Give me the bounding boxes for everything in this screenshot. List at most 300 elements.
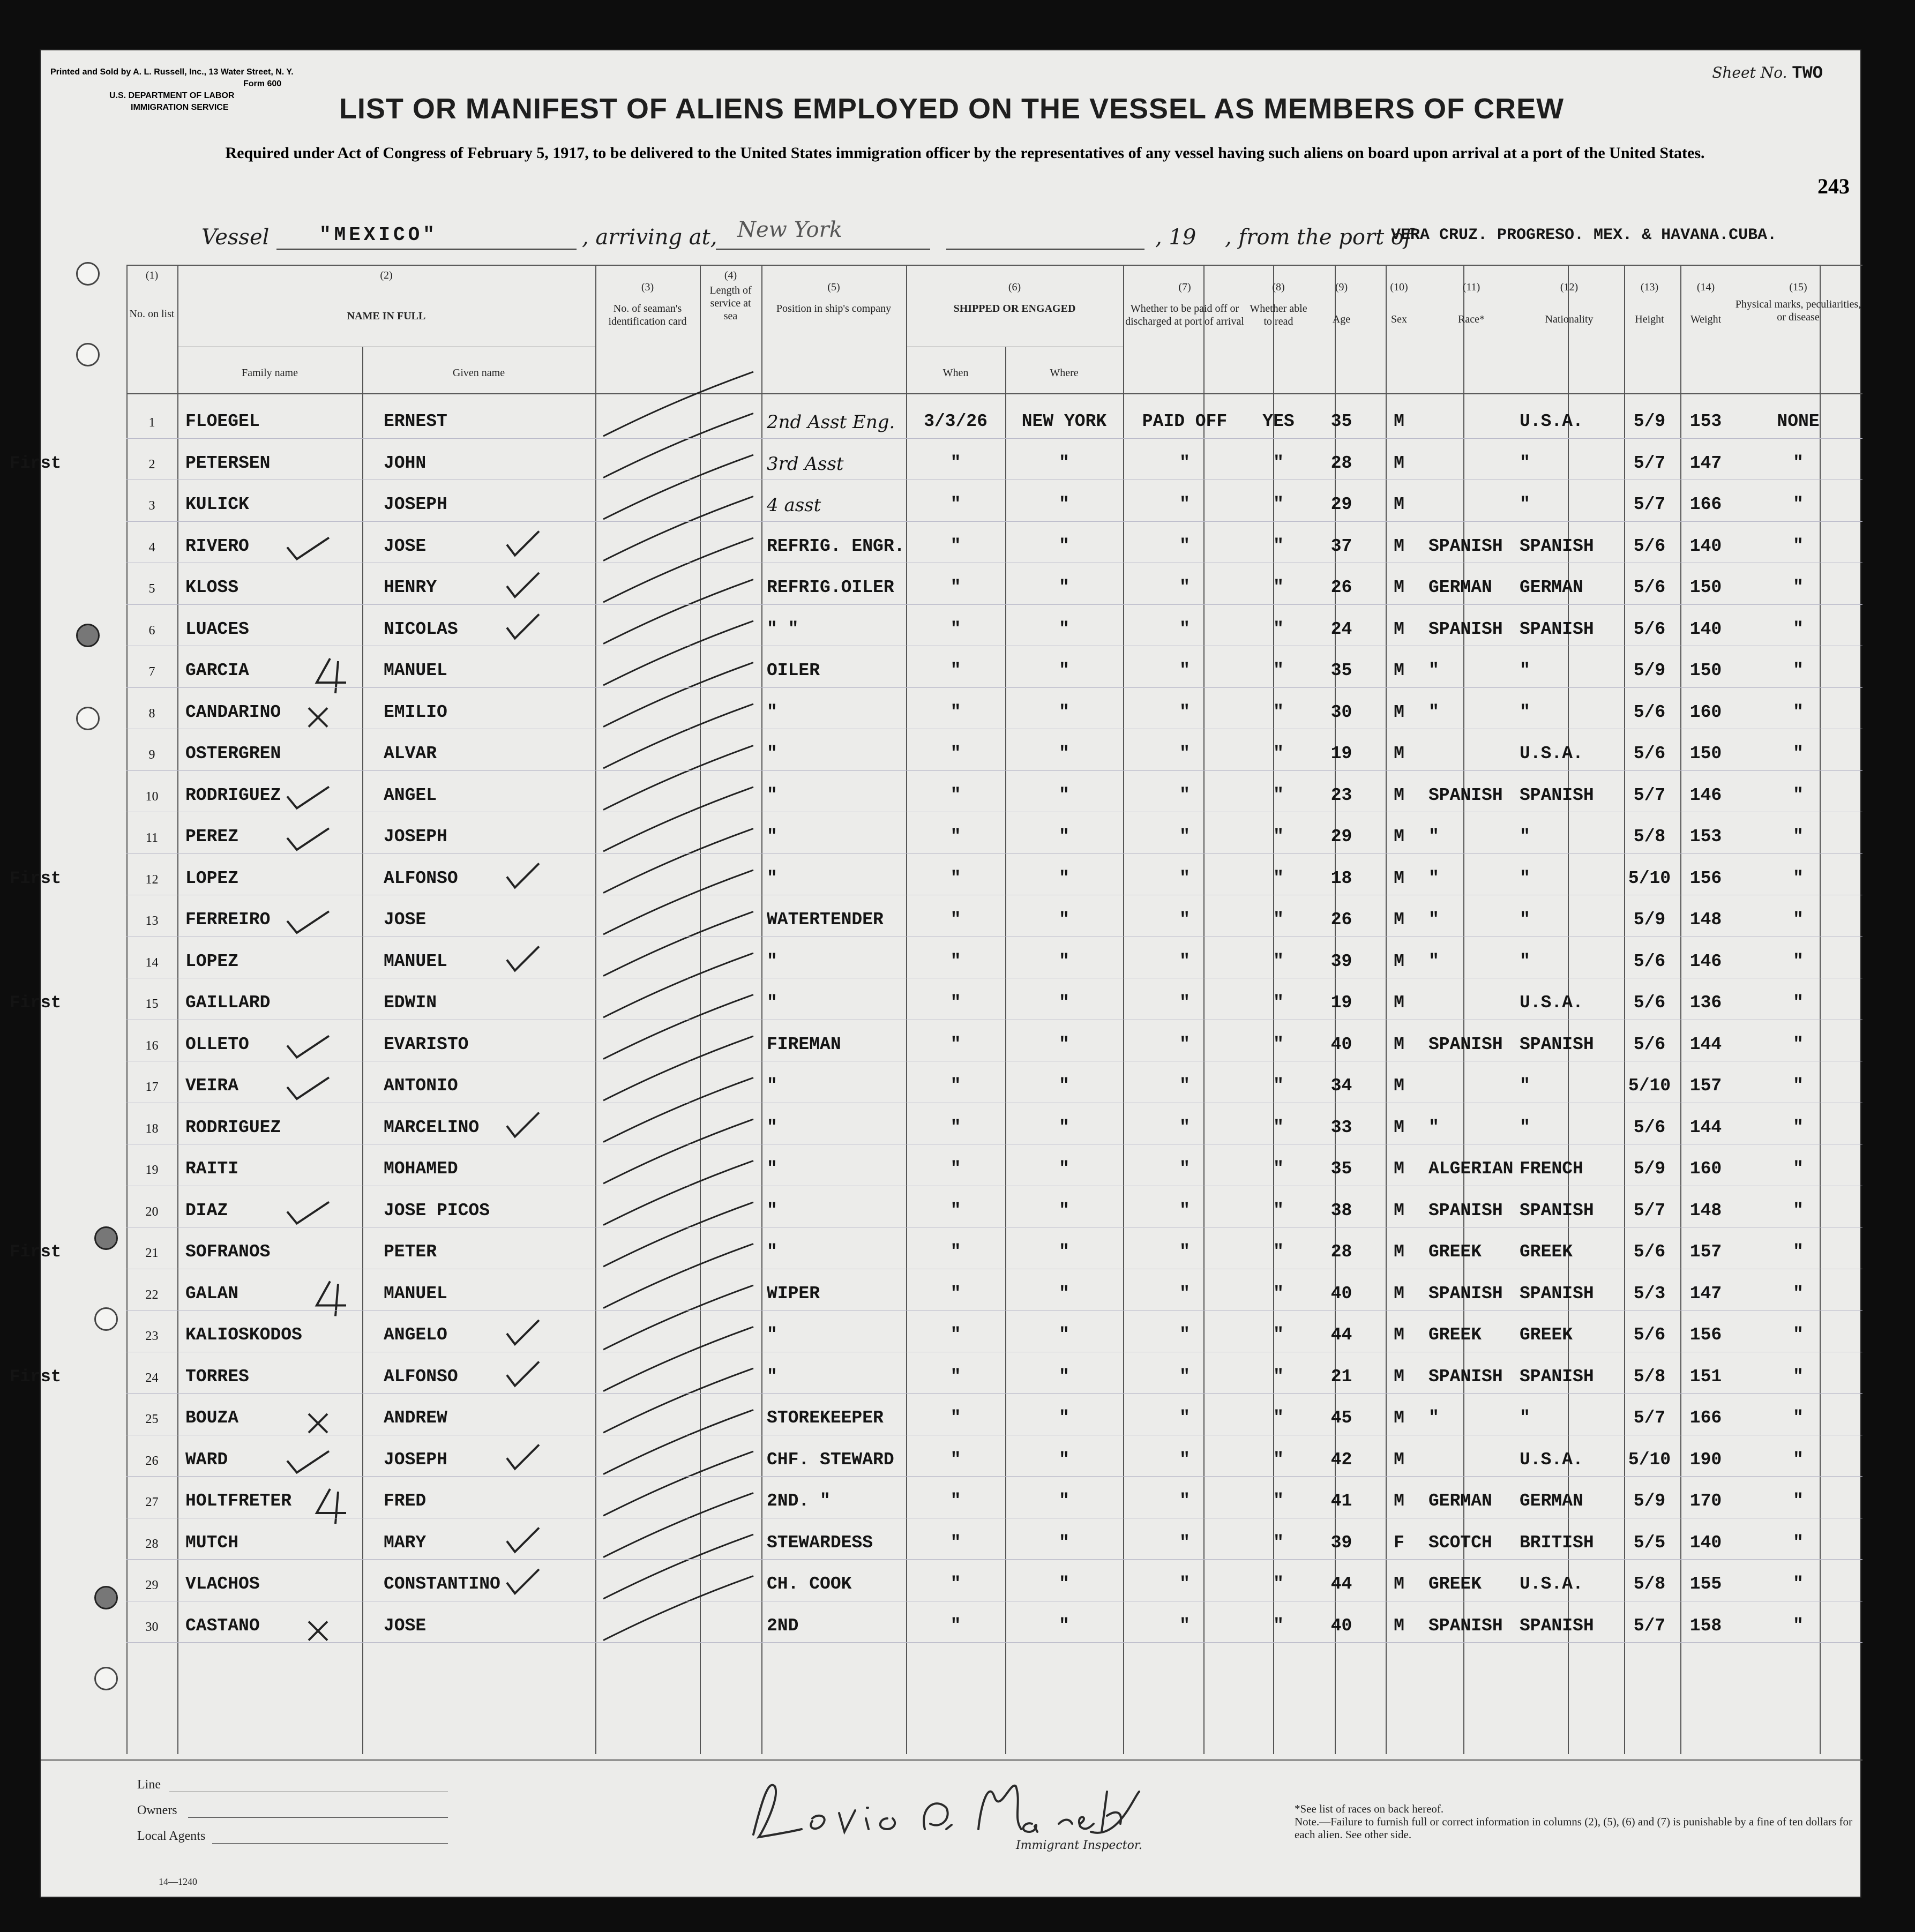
cell-position: FIREMAN xyxy=(767,1034,841,1054)
cell-family: FLOEGEL xyxy=(185,411,260,431)
cell-read: " xyxy=(1273,1449,1284,1470)
cell-position: " " xyxy=(767,619,799,639)
cell-age: 18 xyxy=(1330,868,1352,888)
cell-sex: M xyxy=(1394,411,1404,431)
cell-where: " xyxy=(1059,661,1069,680)
cell-given: MANUEL xyxy=(384,951,447,971)
cell-where: " xyxy=(1059,453,1069,473)
cell-when: " xyxy=(950,1325,961,1345)
cell-marks: " xyxy=(1793,1242,1804,1262)
cell-height: 5/9 xyxy=(1633,1159,1666,1179)
cell-nationality: SPANISH xyxy=(1520,1200,1594,1220)
cell-height: 5/8 xyxy=(1633,1366,1666,1387)
cell-family: RIVERO xyxy=(185,536,249,556)
races-note: *See list of races on back hereof. xyxy=(1295,1802,1444,1815)
cell-position: " xyxy=(767,1242,777,1262)
cell-paid: " xyxy=(1179,868,1190,888)
cell-where: " xyxy=(1059,1325,1069,1345)
cell-given: EMILIO xyxy=(384,702,447,722)
cell-nationality: GREEK xyxy=(1520,1242,1573,1262)
cell-read: " xyxy=(1273,951,1284,971)
cell-paid: " xyxy=(1179,702,1190,722)
cell-family: RODRIGUEZ xyxy=(185,1117,281,1137)
cell-marks: " xyxy=(1793,1615,1804,1636)
cell-marks: " xyxy=(1793,1159,1804,1179)
cell-age: 35 xyxy=(1330,661,1352,680)
cell-sex: M xyxy=(1394,785,1404,805)
cell-where: " xyxy=(1059,1242,1069,1262)
cell-nationality: SPANISH xyxy=(1520,1615,1594,1636)
row-number: 4 xyxy=(148,540,155,555)
cell-weight: 160 xyxy=(1689,702,1722,722)
check-mark xyxy=(603,580,753,644)
vessel-line xyxy=(41,216,1862,259)
column-header: NAME IN FULL xyxy=(347,310,426,322)
cell-given: JOSE xyxy=(384,1615,427,1636)
column-header: Physical marks, peculiarities, or disease xyxy=(1735,298,1861,323)
cell-paid: PAID OFF xyxy=(1142,411,1228,431)
cell-age: 26 xyxy=(1330,910,1352,930)
cell-paid: " xyxy=(1179,1449,1190,1470)
cell-marks: " xyxy=(1793,1200,1804,1220)
sheet-value: TWO xyxy=(1792,63,1823,83)
column-header: Where xyxy=(1050,367,1079,379)
cell-family: KULICK xyxy=(185,495,249,514)
cell-family: RAITI xyxy=(185,1159,239,1179)
cell-paid: " xyxy=(1179,1408,1190,1428)
year-label: , 19 xyxy=(1155,225,1196,250)
owners-field xyxy=(188,1817,448,1818)
cell-when: " xyxy=(950,1532,961,1553)
cell-paid: " xyxy=(1179,951,1190,971)
cell-race: SPANISH xyxy=(1428,1615,1503,1636)
margin-note: First xyxy=(10,993,62,1013)
cell-height: 5/6 xyxy=(1633,578,1666,597)
cell-position: 3rd Asst xyxy=(767,453,844,475)
cell-given: MANUEL xyxy=(384,661,447,680)
cell-sex: M xyxy=(1394,1283,1404,1304)
cell-sex: M xyxy=(1394,1491,1404,1511)
cell-sex: M xyxy=(1394,993,1404,1013)
cell-nationality: " xyxy=(1520,951,1530,971)
cell-position: CH. COOK xyxy=(767,1574,852,1594)
cell-where: " xyxy=(1059,1366,1069,1387)
cell-age: 19 xyxy=(1330,993,1352,1013)
cell-paid: " xyxy=(1179,910,1190,930)
cell-where: " xyxy=(1059,1117,1069,1137)
cell-sex: M xyxy=(1394,578,1404,597)
cell-family: FERREIRO xyxy=(185,910,271,930)
cell-age: 40 xyxy=(1330,1283,1352,1304)
cell-paid: " xyxy=(1179,1366,1190,1387)
cell-weight: 148 xyxy=(1689,1200,1722,1220)
row-number: 25 xyxy=(145,1412,159,1426)
cell-marks: " xyxy=(1793,993,1804,1013)
cell-height: 5/5 xyxy=(1633,1532,1666,1553)
cell-weight: 156 xyxy=(1689,868,1722,888)
cell-nationality: U.S.A. xyxy=(1520,411,1583,431)
row-number: 11 xyxy=(145,831,159,845)
cell-age: 29 xyxy=(1330,495,1352,514)
row-number: 12 xyxy=(145,872,159,887)
column-header: Position in ship's company xyxy=(776,303,892,314)
row-number: 1 xyxy=(148,416,155,430)
row-rule xyxy=(126,687,1862,688)
cell-family: TORRES xyxy=(185,1366,249,1387)
cell-given: ALVAR xyxy=(384,744,437,763)
column-number: (8) xyxy=(1272,281,1285,293)
cell-paid: " xyxy=(1179,1491,1190,1511)
cell-height: 5/6 xyxy=(1633,951,1666,971)
cell-read: " xyxy=(1273,578,1284,597)
cell-position: " xyxy=(767,993,777,1013)
check-mark xyxy=(603,1576,753,1641)
cell-read: " xyxy=(1273,1408,1284,1428)
cell-given: ANDREW xyxy=(384,1408,447,1428)
cell-when: " xyxy=(950,702,961,722)
cell-position: 2ND xyxy=(767,1615,799,1636)
cell-when: " xyxy=(950,453,961,473)
column-header: Whether able to read xyxy=(1250,303,1307,327)
check-mark xyxy=(603,746,753,810)
cell-weight: 190 xyxy=(1689,1449,1722,1470)
cell-weight: 146 xyxy=(1689,951,1722,971)
cell-age: 23 xyxy=(1330,785,1352,805)
cell-paid: " xyxy=(1179,1200,1190,1220)
column-number: (12) xyxy=(1560,281,1579,293)
cell-marks: " xyxy=(1793,868,1804,888)
cell-sex: M xyxy=(1394,1200,1404,1220)
cell-paid: " xyxy=(1179,785,1190,805)
cell-position: STEWARDESS xyxy=(767,1532,873,1553)
cell-marks: " xyxy=(1793,702,1804,722)
cell-given: PETER xyxy=(384,1242,437,1262)
column-header: Given name xyxy=(452,367,505,379)
cell-where: " xyxy=(1059,1491,1069,1511)
cell-where: " xyxy=(1059,578,1069,597)
row-number: 6 xyxy=(148,623,155,638)
column-header: No. on list xyxy=(129,308,175,320)
row-number: 16 xyxy=(145,1038,159,1053)
row-number: 5 xyxy=(148,582,155,596)
cell-family: WARD xyxy=(185,1449,228,1470)
check-mark xyxy=(603,1410,753,1474)
cell-age: 44 xyxy=(1330,1574,1352,1594)
cell-position: 2ND. " xyxy=(767,1491,831,1511)
local-agents-label: Local Agents xyxy=(137,1829,206,1843)
cell-read: " xyxy=(1273,1615,1284,1636)
cell-race: " xyxy=(1428,1408,1439,1428)
vessel-label: Vessel xyxy=(201,225,270,250)
cell-height: 5/6 xyxy=(1633,1325,1666,1345)
cell-where: " xyxy=(1059,1283,1069,1304)
column-header: When xyxy=(942,367,969,379)
cell-nationality: SPANISH xyxy=(1520,785,1594,805)
cell-position: " xyxy=(767,951,777,971)
cell-nationality: " xyxy=(1520,1076,1530,1096)
cell-marks: " xyxy=(1793,578,1804,597)
cell-where: " xyxy=(1059,1532,1069,1553)
row-rule xyxy=(126,1642,1862,1643)
cell-when: " xyxy=(950,578,961,597)
cell-race: SPANISH xyxy=(1428,1283,1503,1304)
printer-line: Printed and Sold by A. L. Russell, Inc., 13 Water Street, N. Y. xyxy=(50,68,294,77)
cell-family: DIAZ xyxy=(185,1200,228,1220)
cell-position: " xyxy=(767,1117,777,1137)
row-number: 30 xyxy=(145,1620,159,1634)
cell-when: " xyxy=(950,1449,961,1470)
cell-sex: M xyxy=(1394,1159,1404,1179)
cell-sex: M xyxy=(1394,536,1404,556)
cell-read: " xyxy=(1273,1325,1284,1345)
cell-marks: " xyxy=(1793,1076,1804,1096)
cell-family: CASTANO xyxy=(185,1615,260,1636)
cell-race: GERMAN xyxy=(1428,1491,1492,1511)
cell-sex: M xyxy=(1394,1366,1404,1387)
cell-age: 30 xyxy=(1330,702,1352,722)
cell-age: 35 xyxy=(1330,1159,1352,1179)
cell-given: ANTONIO xyxy=(384,1076,458,1096)
row-number: 23 xyxy=(145,1329,159,1343)
cell-when: " xyxy=(950,785,961,805)
cell-where: " xyxy=(1059,1159,1069,1179)
cell-height: 5/7 xyxy=(1633,1615,1666,1636)
cell-height: 5/10 xyxy=(1628,868,1671,888)
cell-weight: 147 xyxy=(1689,453,1722,473)
cell-family: PETERSEN xyxy=(185,453,271,473)
cell-nationality: U.S.A. xyxy=(1520,1574,1583,1594)
cell-age: 40 xyxy=(1330,1034,1352,1054)
column-header: Height xyxy=(1635,313,1664,325)
sheet-number xyxy=(1712,63,1823,83)
cell-height: 5/7 xyxy=(1633,1200,1666,1220)
cell-sex: M xyxy=(1394,661,1404,680)
cell-race: SPANISH xyxy=(1428,1034,1503,1054)
cell-family: RODRIGUEZ xyxy=(185,785,281,805)
cell-sex: M xyxy=(1394,827,1404,847)
row-number: 29 xyxy=(145,1578,159,1592)
cell-age: 42 xyxy=(1330,1449,1352,1470)
cell-read: " xyxy=(1273,1159,1284,1179)
cell-sex: M xyxy=(1394,702,1404,722)
cell-height: 5/8 xyxy=(1633,1574,1666,1594)
cell-when: " xyxy=(950,910,961,930)
row-rule xyxy=(126,521,1862,522)
cell-when: " xyxy=(950,1242,961,1262)
form-line: Form 600 xyxy=(243,79,282,88)
cell-read: " xyxy=(1273,1574,1284,1594)
row-number: 18 xyxy=(145,1121,159,1136)
cell-where: NEW YORK xyxy=(1021,411,1107,431)
cell-family: GARCIA xyxy=(185,661,249,680)
cell-sex: M xyxy=(1394,1574,1404,1594)
margin-note: First xyxy=(10,1366,62,1387)
column-number: (13) xyxy=(1640,281,1659,293)
cell-paid: " xyxy=(1179,1615,1190,1636)
cell-nationality: SPANISH xyxy=(1520,619,1594,639)
cell-race: " xyxy=(1428,702,1439,722)
cell-weight: 144 xyxy=(1689,1117,1722,1137)
cell-marks: " xyxy=(1793,1117,1804,1137)
cell-marks: " xyxy=(1793,453,1804,473)
cell-when: " xyxy=(950,1491,961,1511)
cell-weight: 144 xyxy=(1689,1034,1722,1054)
cell-weight: 156 xyxy=(1689,1325,1722,1345)
check-mark xyxy=(603,455,753,519)
check-mark xyxy=(603,1036,753,1100)
cell-paid: " xyxy=(1179,1325,1190,1345)
cell-position: CHF. STEWARD xyxy=(767,1449,894,1470)
cell-race: " xyxy=(1428,910,1439,930)
cell-race: ALGERIAN xyxy=(1428,1159,1514,1179)
row-rule xyxy=(126,1476,1862,1477)
cell-nationality: " xyxy=(1520,1117,1530,1137)
cell-position: " xyxy=(767,1076,777,1096)
column-header: No. of seaman's identification card xyxy=(608,303,687,327)
local-agents-field xyxy=(212,1843,448,1844)
cell-sex: M xyxy=(1394,910,1404,930)
cell-position: 2nd Asst Eng. xyxy=(767,411,895,433)
cell-where: " xyxy=(1059,785,1069,805)
check-mark xyxy=(603,1493,753,1557)
cell-age: 19 xyxy=(1330,744,1352,763)
cell-height: 5/7 xyxy=(1633,785,1666,805)
margin-note: First xyxy=(10,1242,62,1262)
cell-family: PEREZ xyxy=(185,827,239,847)
column-header: Family name xyxy=(242,367,298,379)
cell-paid: " xyxy=(1179,1034,1190,1054)
cell-weight: 140 xyxy=(1689,536,1722,556)
row-number: 8 xyxy=(148,706,155,721)
cell-height: 5/9 xyxy=(1633,910,1666,930)
row-number: 26 xyxy=(145,1454,159,1468)
cell-paid: " xyxy=(1179,1159,1190,1179)
row-number: 9 xyxy=(148,748,155,762)
row-number: 17 xyxy=(145,1080,159,1094)
check-mark xyxy=(603,621,753,685)
cell-marks: " xyxy=(1793,1449,1804,1470)
cell-weight: 157 xyxy=(1689,1076,1722,1096)
cell-read: " xyxy=(1273,536,1284,556)
cell-marks: " xyxy=(1793,1034,1804,1054)
column-number: (6) xyxy=(1008,281,1021,293)
cell-marks: " xyxy=(1793,536,1804,556)
cell-sex: M xyxy=(1394,1076,1404,1096)
cell-nationality: U.S.A. xyxy=(1520,1449,1583,1470)
cell-nationality: " xyxy=(1520,1408,1530,1428)
date-field xyxy=(946,243,1144,250)
cell-read: " xyxy=(1273,1491,1284,1511)
cell-sex: M xyxy=(1394,1117,1404,1137)
cell-weight: 170 xyxy=(1689,1491,1722,1511)
cell-when: " xyxy=(950,1159,961,1179)
cell-family: GALAN xyxy=(185,1283,239,1304)
cell-where: " xyxy=(1059,1076,1069,1096)
cell-when: " xyxy=(950,1200,961,1220)
cell-where: " xyxy=(1059,951,1069,971)
cell-given: MOHAMED xyxy=(384,1159,458,1179)
cell-age: 37 xyxy=(1330,536,1352,556)
cell-family: MUTCH xyxy=(185,1532,239,1553)
cell-given: NICOLAS xyxy=(384,619,458,639)
cell-family: OLLETO xyxy=(185,1034,249,1054)
cell-height: 5/6 xyxy=(1633,1117,1666,1137)
cell-sex: M xyxy=(1394,495,1404,514)
cell-age: 29 xyxy=(1330,827,1352,847)
cell-age: 38 xyxy=(1330,1200,1352,1220)
cell-nationality: GERMAN xyxy=(1520,578,1583,597)
row-rule xyxy=(126,604,1862,605)
cell-nationality: BRITISH xyxy=(1520,1532,1594,1553)
cell-age: 45 xyxy=(1330,1408,1352,1428)
cell-nationality: SPANISH xyxy=(1520,1283,1594,1304)
cell-weight: 166 xyxy=(1689,1408,1722,1428)
cell-family: LUACES xyxy=(185,619,249,639)
row-rule xyxy=(126,438,1862,439)
cell-race: SPANISH xyxy=(1428,619,1503,639)
cell-where: " xyxy=(1059,827,1069,847)
department-line: U.S. DEPARTMENT OF LABOR xyxy=(109,91,235,100)
cell-where: " xyxy=(1059,536,1069,556)
cell-given: JOSEPH xyxy=(384,1449,447,1470)
cell-race: " xyxy=(1428,827,1439,847)
cell-marks: " xyxy=(1793,1366,1804,1387)
cell-nationality: SPANISH xyxy=(1520,536,1594,556)
cell-where: " xyxy=(1059,1574,1069,1594)
cell-height: 5/10 xyxy=(1628,1449,1671,1470)
cell-position: " xyxy=(767,868,777,888)
cell-weight: 166 xyxy=(1689,495,1722,514)
cell-paid: " xyxy=(1179,578,1190,597)
cell-position: REFRIG. ENGR. xyxy=(767,536,905,556)
row-number: 13 xyxy=(145,914,159,928)
cell-height: 5/9 xyxy=(1633,661,1666,680)
cell-race: GERMAN xyxy=(1428,578,1492,597)
from-port: VERA CRUZ. PROGRESO. MEX. & HAVANA.CUBA. xyxy=(1391,226,1777,244)
cell-given: JOSE xyxy=(384,536,427,556)
row-rule xyxy=(126,1559,1862,1560)
cell-sex: M xyxy=(1394,619,1404,639)
cell-sex: F xyxy=(1394,1532,1404,1553)
cell-position: " xyxy=(767,827,777,847)
row-number: 22 xyxy=(145,1287,159,1302)
cell-weight: 151 xyxy=(1689,1366,1722,1387)
column-header: SHIPPED OR ENGAGED xyxy=(953,303,1076,314)
cell-family: GAILLARD xyxy=(185,993,271,1013)
cell-position: " xyxy=(767,744,777,763)
cell-read: " xyxy=(1273,785,1284,805)
manifest-sheet xyxy=(10,49,1861,1898)
cell-race: " xyxy=(1428,661,1439,680)
cell-paid: " xyxy=(1179,495,1190,514)
cell-weight: 155 xyxy=(1689,1574,1722,1594)
column-header: Whether to be paid off or discharged at port of arrival xyxy=(1125,303,1244,327)
cell-marks: " xyxy=(1793,744,1804,763)
cell-sex: M xyxy=(1394,1449,1404,1470)
cell-read: " xyxy=(1273,1034,1284,1054)
cell-position: " xyxy=(767,1325,777,1345)
column-header: Race* xyxy=(1458,313,1485,325)
cell-weight: 140 xyxy=(1689,1532,1722,1553)
cell-where: " xyxy=(1059,702,1069,722)
cell-nationality: " xyxy=(1520,702,1530,722)
cell-nationality: GREEK xyxy=(1520,1325,1573,1345)
cell-given: JOSE PICOS xyxy=(384,1200,490,1220)
cell-family: LOPEZ xyxy=(185,868,239,888)
cell-position: " xyxy=(767,1200,777,1220)
cell-weight: 153 xyxy=(1689,411,1722,431)
cell-weight: 158 xyxy=(1689,1615,1722,1636)
